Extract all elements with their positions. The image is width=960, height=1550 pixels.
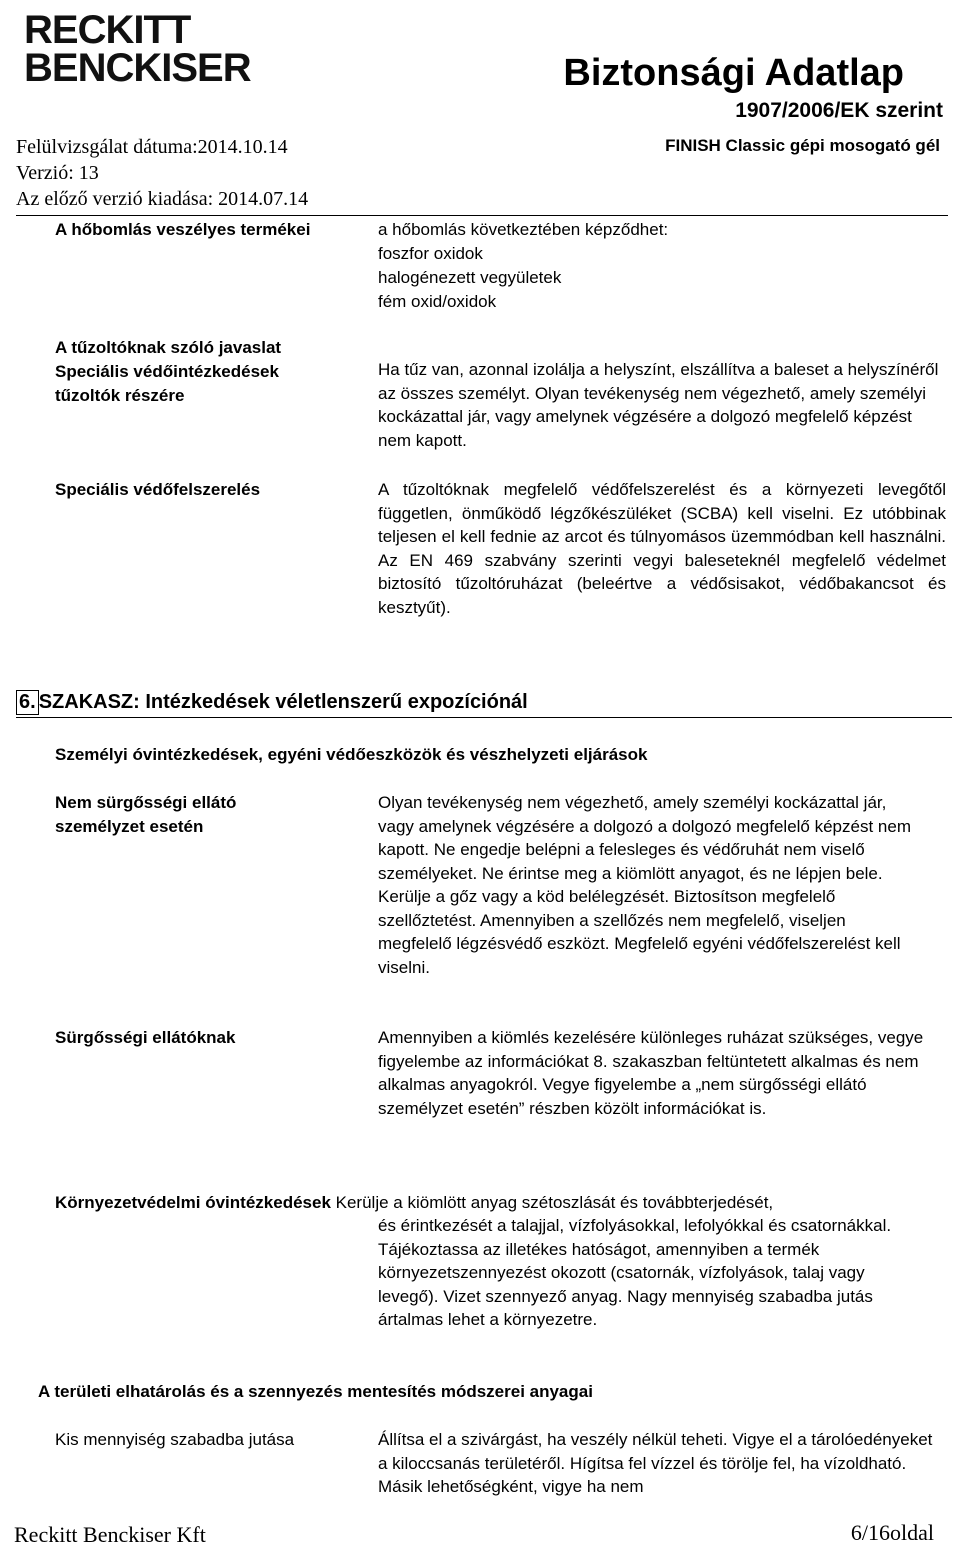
regulation-reference: 1907/2006/EK szerint — [735, 99, 943, 122]
equipment-text: A tűzoltóknak megfelelő védőfelszerelést és a környezeti levegőtől független, önműködő légzőkészüléket (SCBA) kell viselni. Ez utóbbinak teljesen el kell fednie az arcot és túlnyomásos üzemmódban kell használni. Az EN 469 szabvány szerinti vegyi baleseteknél megfelelő védelmet biztosító tűzoltóruházat (beleértve a védősisakot, védőbakancsot és kesztyűt). — [378, 480, 946, 617]
revision-date: Felülvizsgálat dátuma:2014.10.14 — [16, 136, 288, 158]
decomposition-label: A hőbomlás veszélyes termékei — [55, 220, 311, 239]
environmental-precautions — [55, 1191, 773, 1214]
containment-heading: A területi elhatárolás és a szennyezés mentesítés módszerei anyagai — [38, 1382, 593, 1401]
header-divider — [16, 215, 948, 216]
non-emergency-text: Olyan tevékenység nem végezhető, amely személyi kockázattal jár, vagy amelynek végzésére a dolgozó a dolgozó megfelelő képzést nem kapott. Ne engedje belépni a felesleges és védőruhát nem viselő személyeket. Ne érintse meg a kiömlött anyagot, és ne lépjen bele. Kerülje a gőz vagy a köd belélegzését. Biztosítson megfelelő szellőztetést. Amennyiben a szellőzés nem megfelelő, viseljen megfelelő légzésvédő eszközt. Megfelelő egyéni védőfelszerelést kell viselni. — [378, 793, 911, 977]
decomposition-line: fém oxid/oxidok — [378, 292, 497, 311]
document-title: Biztonsági Adatlap — [563, 52, 904, 94]
small-spill-text: Állítsa el a szivárgást, ha veszély nélkül teheti. Vigye el a tárolóedényeket a kiloccsanás területéről. Hígítsa fel vízzel és törölje fel, ha vízoldható. Másik lehetőségként, vigye ha nem — [378, 1430, 933, 1496]
emergency-label: Sürgősségi ellátóknak — [55, 1028, 236, 1047]
advice-label-line: Speciális védőintézkedések — [55, 362, 279, 381]
company-logo — [24, 8, 254, 90]
small-spill-label: Kis mennyiség szabadba jutása — [55, 1430, 295, 1449]
non-emergency-label-line: személyzet esetén — [55, 817, 204, 836]
logo-line-1: RECKITT — [24, 8, 191, 52]
footer-company: Reckitt Benckiser Kft — [14, 1522, 206, 1547]
section-number: 6. — [16, 690, 39, 715]
page-number: 6/16oldal — [850, 1520, 934, 1545]
emergency-text: Amennyiben a kiömlés kezelésére különleges ruházat szükséges, vegye figyelembe az információkat 8. szakaszban feltüntetett alkalmas és nem alkalmas anyagokról. Vegye figyelembe a „nem sürgősségi ellátó személyzet esetén” részben közölt információkat is. — [378, 1028, 924, 1118]
decomposition-line: halogénezett vegyületek — [378, 268, 562, 287]
section-divider — [16, 717, 952, 718]
advice-label-line: A tűzoltóknak szóló javaslat — [55, 338, 282, 357]
version: Verzió: 13 — [16, 162, 99, 184]
environmental-text-first-line: Kerülje a kiömlött anyag szétoszlását és továbbterjedését, — [335, 1193, 774, 1212]
section-title: SZAKASZ: Intézkedések véletlenszerű expozíciónál — [38, 691, 528, 713]
environmental-text: és érintkezését a talajjal, vízfolyásokkal, lefolyókkal és csatornákkal. Tájékoztassa az illetékes hatóságot, amennyiben a termék környezetszennyezést okozott (csatornák, vízfolyások, talaj vagy levegő). Vizet szennyező anyag. Nagy mennyiség szabadba jutás ártalmas lehet a környezetre. — [378, 1216, 892, 1329]
decomposition-line: a hőbomlás következtében képződhet: — [378, 220, 669, 239]
environmental-label: Környezetvédelmi óvintézkedések — [55, 1193, 331, 1212]
decomposition-line: foszfor oxidok — [378, 244, 483, 263]
personal-precautions-heading: Személyi óvintézkedések, egyéni védőeszközök és vészhelyzeti eljárások — [55, 745, 648, 764]
non-emergency-label-line: Nem sürgősségi ellátó — [55, 793, 237, 812]
section-6-heading — [16, 690, 528, 715]
advice-text: Ha tűz van, azonnal izolálja a helyszínt, elszállítva a baleset a helyszínéről az összes személyt. Olyan tevékenység nem végezhető, amely személyi kockázattal jár, vagy amelynek végzésére a dolgozó megfelelő képzést nem kapott. — [378, 360, 939, 450]
logo-line-2: BENCKISER — [24, 46, 251, 90]
previous-version-date: Az előző verzió kiadása: 2014.07.14 — [16, 188, 309, 210]
advice-label-line: tűzoltók részére — [55, 386, 185, 405]
product-name: FINISH Classic gépi mosogató gél — [665, 136, 940, 155]
equipment-label: Speciális védőfelszerelés — [55, 480, 261, 499]
